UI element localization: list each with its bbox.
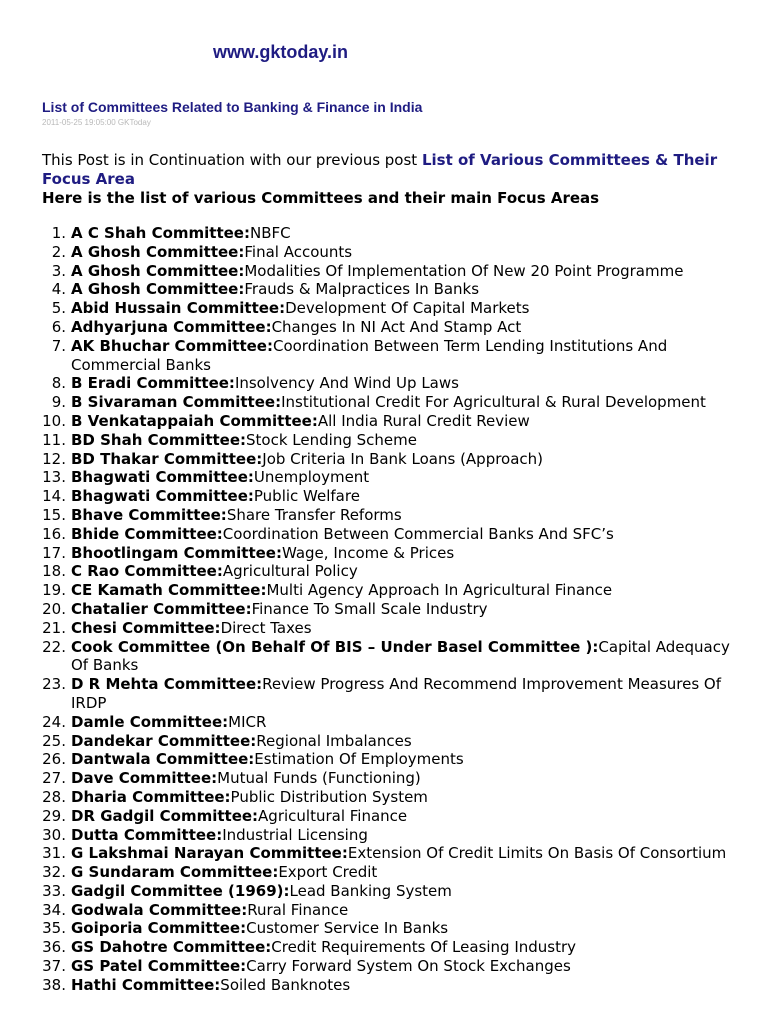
committee-focus: Agricultural Finance xyxy=(258,806,408,825)
list-heading: Here is the list of various Committees and their main Focus Areas xyxy=(42,189,600,207)
committee-focus: NBFC xyxy=(249,224,291,242)
committee-focus: Development Of Capital Markets xyxy=(285,299,530,318)
committee-focus: Industrial Licensing xyxy=(222,825,368,844)
committee-focus: Direct Taxes xyxy=(220,618,312,637)
committee-name: C Rao Committee: xyxy=(71,562,223,581)
item-number: 36. xyxy=(42,938,66,957)
list-item xyxy=(0,938,740,957)
committee-focus: Regional Imbalances xyxy=(256,731,412,750)
committee-focus: Institutional Credit For Agricultural & Rural Development xyxy=(281,393,706,412)
intro-text: This Post is in Continuation with our previous post xyxy=(42,151,422,169)
site-url-link[interactable]: www.gktoday.in xyxy=(213,42,349,62)
committee-focus: Lead Banking System xyxy=(289,881,452,900)
item-number: 1. xyxy=(51,224,66,242)
item-number: 27. xyxy=(42,769,66,788)
item-number: 5. xyxy=(51,299,66,318)
item-number: 20. xyxy=(42,599,66,618)
item-number: 26. xyxy=(42,750,66,769)
item-number: 30. xyxy=(42,825,66,844)
list-item xyxy=(0,957,740,976)
list-item xyxy=(0,788,740,807)
committee-name: Dandekar Committee: xyxy=(71,731,257,750)
item-number: 13. xyxy=(42,468,66,487)
list-item xyxy=(0,619,740,638)
committee-focus: Public Distribution System xyxy=(230,787,428,806)
committee-name: Dave Committee: xyxy=(71,769,218,788)
list-item xyxy=(0,262,740,281)
item-number: 29. xyxy=(42,806,66,825)
previous-post-link[interactable]: List of Various Committees & Their Focus Area xyxy=(42,151,718,188)
committee-focus: Changes In NI Act And Stamp Act xyxy=(271,317,522,336)
item-number: 33. xyxy=(42,881,66,900)
committee-name: CE Kamath Committee: xyxy=(71,581,267,600)
list-item xyxy=(0,844,740,863)
committee-name: Godwala Committee: xyxy=(71,900,248,919)
committee-name: Damle Committee: xyxy=(71,712,229,731)
list-item xyxy=(0,882,740,901)
list-item xyxy=(0,976,740,995)
list-item xyxy=(0,224,740,243)
committee-name: Bhide Committee: xyxy=(71,524,223,543)
committee-name: Cook Committee (On Behalf Of BIS – Under Basel Committee ): xyxy=(71,637,599,656)
list-item xyxy=(0,393,740,412)
committee-name: Abid Hussain Committee: xyxy=(71,299,286,318)
committee-focus: Soiled Banknotes xyxy=(220,975,351,994)
committee-focus: Finance To Small Scale Industry xyxy=(251,599,488,618)
item-number: 17. xyxy=(42,543,66,562)
committee-name: BD Shah Committee: xyxy=(71,430,247,449)
list-item xyxy=(0,544,740,563)
item-number: 32. xyxy=(42,863,66,882)
committee-focus: Unemployment xyxy=(253,468,370,487)
committee-name: Bhagwati Committee: xyxy=(71,487,254,506)
committee-name: Goiporia Committee: xyxy=(71,919,247,938)
item-number: 35. xyxy=(42,919,66,938)
item-number: 38. xyxy=(42,975,66,994)
committee-name: D R Mehta Committee: xyxy=(71,675,263,694)
committee-focus: Frauds & Malpractices In Banks xyxy=(244,280,480,299)
list-item xyxy=(0,243,740,262)
committee-name: Dharia Committee: xyxy=(71,787,231,806)
intro-paragraph xyxy=(42,151,742,208)
list-item xyxy=(0,863,740,882)
committee-name: B Eradi Committee: xyxy=(71,374,235,393)
committee-focus: Job Criteria In Bank Loans (Approach) xyxy=(262,449,544,468)
committee-focus: Final Accounts xyxy=(244,242,353,261)
committee-name: GS Dahotre Committee: xyxy=(71,938,272,957)
committee-focus: Review Progress And Recommend Improvement Measures Of IRDP xyxy=(71,675,722,712)
committee-name: GS Patel Committee: xyxy=(71,957,247,976)
committee-focus: Insolvency And Wind Up Laws xyxy=(234,374,459,393)
list-item xyxy=(0,901,740,920)
item-number: 24. xyxy=(42,712,66,731)
list-item xyxy=(0,581,740,600)
committee-name: B Sivaraman Committee: xyxy=(71,393,282,412)
committee-focus: Coordination Between Commercial Banks And SFC’s xyxy=(222,524,614,543)
committee-name: A C Shah Committee: xyxy=(71,224,250,242)
list-item xyxy=(0,600,740,619)
list-item xyxy=(0,769,740,788)
list-item xyxy=(0,299,740,318)
item-number: 14. xyxy=(42,487,66,506)
committee-name: A Ghosh Committee: xyxy=(71,261,245,280)
list-item xyxy=(0,826,740,845)
post-meta: 2011-05-25 19:05:00 GKToday xyxy=(42,118,151,127)
item-number: 8. xyxy=(51,374,66,393)
item-number: 22. xyxy=(42,637,66,656)
item-number: 6. xyxy=(51,317,66,336)
list-item xyxy=(0,807,740,826)
list-item xyxy=(0,280,740,299)
item-number: 16. xyxy=(42,524,66,543)
committee-list xyxy=(0,224,740,995)
item-number: 2. xyxy=(51,242,66,261)
item-number: 7. xyxy=(51,336,66,355)
item-number: 34. xyxy=(42,900,66,919)
committee-name: G Lakshmai Narayan Committee: xyxy=(71,844,348,863)
committee-name: AK Bhuchar Committee: xyxy=(71,336,273,355)
list-item xyxy=(0,525,740,544)
list-item xyxy=(0,713,740,732)
committee-focus: Carry Forward System On Stock Exchanges xyxy=(246,957,571,976)
committee-focus: Public Welfare xyxy=(253,487,360,506)
item-number: 18. xyxy=(42,562,66,581)
item-number: 9. xyxy=(51,393,66,412)
committee-name: Gadgil Committee (1969): xyxy=(71,881,290,900)
committee-name: A Ghosh Committee: xyxy=(71,280,245,299)
item-number: 19. xyxy=(42,581,66,600)
committee-focus: Agricultural Policy xyxy=(222,562,358,581)
committee-focus: Export Credit xyxy=(278,863,378,882)
committee-focus: Multi Agency Approach In Agricultural Finance xyxy=(266,581,613,600)
committee-focus: All India Rural Credit Review xyxy=(317,411,530,430)
list-item xyxy=(0,431,740,450)
committee-focus: Credit Requirements Of Leasing Industry xyxy=(271,938,577,957)
list-item xyxy=(0,638,740,676)
committee-name: DR Gadgil Committee: xyxy=(71,806,259,825)
committee-focus: Extension Of Credit Limits On Basis Of Consortium xyxy=(347,844,727,863)
list-item xyxy=(0,468,740,487)
committee-focus: Customer Service In Banks xyxy=(246,919,449,938)
item-number: 4. xyxy=(51,280,66,299)
committee-name: Dantwala Committee: xyxy=(71,750,255,769)
item-number: 23. xyxy=(42,675,66,694)
committee-focus: Stock Lending Scheme xyxy=(246,430,417,449)
committee-focus: Wage, Income & Prices xyxy=(281,543,455,562)
post-title: List of Committees Related to Banking & Finance in India xyxy=(42,99,423,115)
item-number: 25. xyxy=(42,731,66,750)
committee-focus: Estimation Of Employments xyxy=(254,750,464,769)
committee-name: Hathi Committee: xyxy=(71,975,221,994)
committee-focus: Share Transfer Reforms xyxy=(226,505,402,524)
committee-name: Dutta Committee: xyxy=(71,825,223,844)
committee-name: G Sundaram Committee: xyxy=(71,863,279,882)
committee-focus: Coordination Between Term Lending Institutions And Commercial Banks xyxy=(71,336,668,374)
list-item xyxy=(0,750,740,769)
list-item xyxy=(0,732,740,751)
committee-name: B Venkatappaiah Committee: xyxy=(71,411,318,430)
committee-focus: Rural Finance xyxy=(247,900,349,919)
committee-name: Bhave Committee: xyxy=(71,505,227,524)
committee-focus: Mutual Funds (Functioning) xyxy=(217,769,421,788)
committee-name: Bhootlingam Committee: xyxy=(71,543,282,562)
item-number: 10. xyxy=(42,411,66,430)
item-number: 31. xyxy=(42,844,66,863)
committee-name: A Ghosh Committee: xyxy=(71,242,245,261)
list-item xyxy=(0,318,740,337)
item-number: 12. xyxy=(42,449,66,468)
committee-name: Adhyarjuna Committee: xyxy=(71,317,272,336)
committee-name: Chesi Committee: xyxy=(71,618,221,637)
list-item xyxy=(0,562,740,581)
committee-focus: Modalities Of Implementation Of New 20 Point Programme xyxy=(244,261,684,280)
committee-name: Bhagwati Committee: xyxy=(71,468,254,487)
list-item xyxy=(0,337,740,375)
committee-focus: Capital Adequacy Of Banks xyxy=(71,637,730,675)
list-item xyxy=(0,374,740,393)
list-item xyxy=(0,675,740,713)
list-item xyxy=(0,919,740,938)
item-number: 28. xyxy=(42,787,66,806)
item-number: 21. xyxy=(42,618,66,637)
item-number: 11. xyxy=(42,430,66,449)
item-number: 37. xyxy=(42,957,66,976)
list-item xyxy=(0,487,740,506)
list-item xyxy=(0,450,740,469)
committee-focus: MICR xyxy=(228,712,267,731)
list-item xyxy=(0,412,740,431)
committee-name: Chatalier Committee: xyxy=(71,599,252,618)
item-number: 15. xyxy=(42,505,66,524)
committee-name: BD Thakar Committee: xyxy=(71,449,263,468)
item-number: 3. xyxy=(51,261,66,280)
list-item xyxy=(0,506,740,525)
